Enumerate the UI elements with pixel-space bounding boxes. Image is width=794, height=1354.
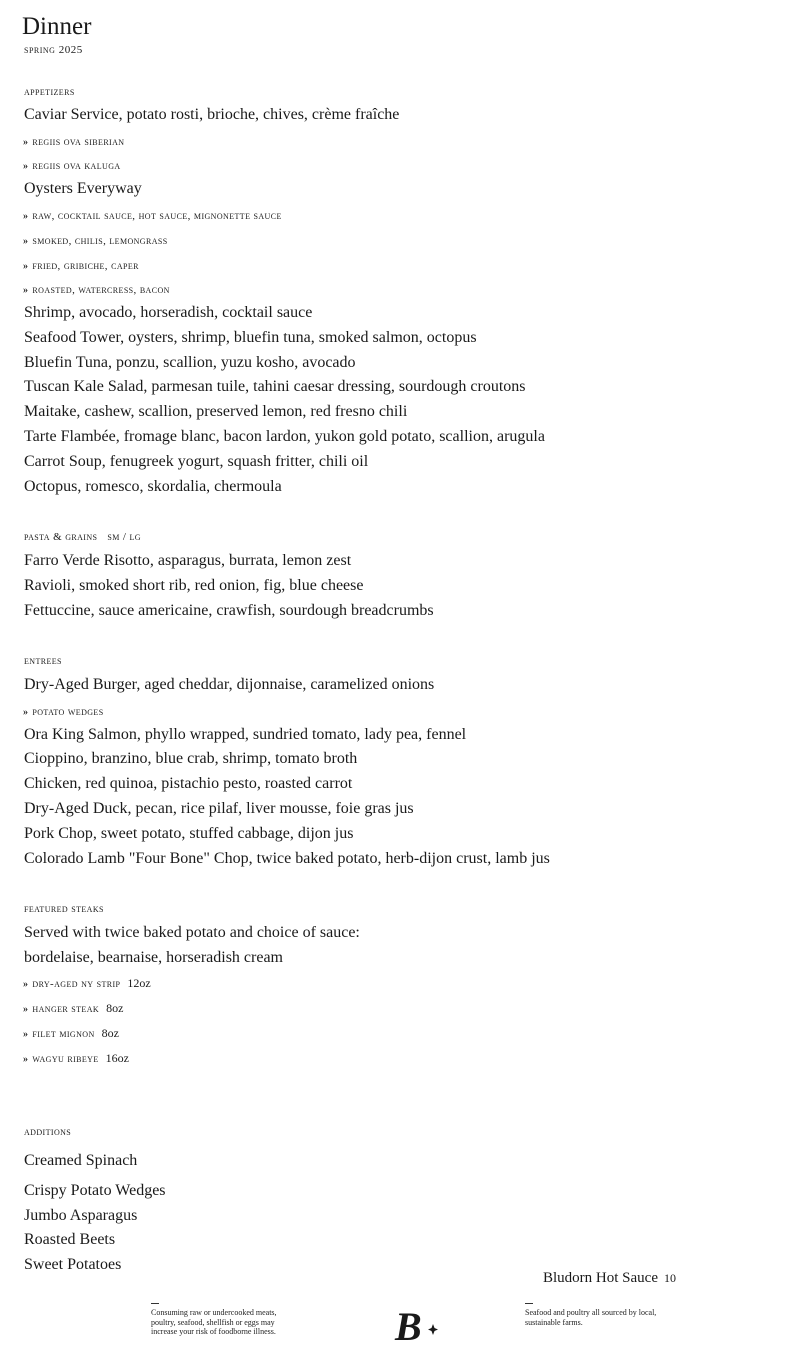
steak-cut: » wagyu ribeye 16oz	[23, 1051, 129, 1065]
chevron-icon: »	[23, 161, 29, 172]
addition-item: Roasted Beets	[24, 1231, 116, 1248]
chevron-icon: »	[23, 1004, 29, 1015]
divider	[151, 1303, 159, 1304]
menu-option: » smoked, chilis, lemongrass	[23, 235, 168, 247]
menu-item: Tarte Flambée, fromage blanc, bacon lardon, yukon gold potato, scallion, arugula	[24, 428, 545, 445]
chevron-icon: »	[23, 1029, 29, 1040]
menu-item: Colorado Lamb "Four Bone" Chop, twice baked potato, herb-dijon crust, lamb jus	[24, 850, 550, 867]
menu-item: Ora King Salmon, phyllo wrapped, sundried tomato, lady pea, fennel	[24, 726, 467, 743]
chevron-icon: »	[23, 236, 29, 247]
menu-item: Farro Verde Risotto, asparagus, burrata, lemon zest	[24, 552, 352, 569]
menu-title: Dinner	[22, 13, 92, 40]
steak-cut: » hanger steak 8oz	[23, 1001, 124, 1015]
divider	[525, 1303, 533, 1304]
addition-item: Creamed Spinach	[24, 1152, 138, 1169]
entrees-heading: entrees	[24, 655, 62, 667]
menu-item: Ravioli, smoked short rib, red onion, fig, blue cheese	[24, 577, 364, 594]
steaks-intro: Served with twice baked potato and choice of sauce:	[24, 924, 360, 941]
chevron-icon: »	[23, 979, 29, 990]
addition-item: Jumbo Asparagus	[24, 1207, 138, 1224]
steaks-heading: featured steaks	[24, 903, 104, 915]
menu-item: Dry-Aged Burger, aged cheddar, dijonnaise, caramelized onions	[24, 676, 435, 693]
menu-item: Maitake, cashew, scallion, preserved lemon, red fresno chili	[24, 403, 408, 420]
menu-item: Seafood Tower, oysters, shrimp, bluefin tuna, smoked salmon, octopus	[24, 329, 477, 346]
menu-option: » raw, cocktail sauce, hot sauce, mignonette sauce	[23, 210, 282, 222]
menu-item: Dry-Aged Duck, pecan, rice pilaf, liver mousse, foie gras jus	[24, 800, 414, 817]
menu-item: Bluefin Tuna, ponzu, scallion, yuzu kosho, avocado	[24, 354, 356, 371]
steak-cut: » dry-aged ny strip 12oz	[23, 976, 151, 990]
chevron-icon: »	[23, 211, 29, 222]
chevron-icon: »	[23, 261, 29, 272]
menu-item: Carrot Soup, fenugreek yogurt, squash fritter, chili oil	[24, 453, 369, 470]
chevron-icon: »	[23, 707, 29, 718]
bludorn-logo-icon	[393, 1304, 443, 1346]
steaks-sauces: bordelaise, bearnaise, horseradish cream	[24, 949, 283, 966]
menu-option: » regiis ova kaluga	[23, 160, 121, 172]
menu-item: Octopus, romesco, skordalia, chermoula	[24, 478, 282, 495]
pasta-heading: pasta & grains sm / lg	[24, 531, 141, 543]
hot-sauce-price: 10	[663, 1271, 676, 1285]
menu-item: Shrimp, avocado, horseradish, cocktail sauce	[24, 304, 313, 321]
addition-item: Crispy Potato Wedges	[24, 1182, 166, 1199]
menu-season: spring 2025	[24, 44, 83, 56]
addition-item: Sweet Potatoes	[24, 1256, 122, 1273]
menu-option: » fried, gribiche, caper	[23, 260, 139, 272]
food-safety-warning: Consuming raw or undercooked meats, poultry, seafood, shellfish or eggs may increase your risk of foodborne illness.	[151, 1303, 277, 1337]
appetizers-heading: appetizers	[24, 86, 75, 98]
chevron-icon: »	[23, 1054, 29, 1065]
menu-item: Caviar Service, potato rosti, brioche, chives, crème fraîche	[24, 106, 400, 123]
menu-option: » roasted, watercress, bacon	[23, 284, 170, 296]
menu-item: Fettuccine, sauce americaine, crawfish, sourdough breadcrumbs	[24, 602, 434, 619]
additions-heading: additions	[24, 1126, 72, 1138]
menu-option: » potato wedges	[23, 706, 104, 718]
menu-option: » regiis ova siberian	[23, 136, 125, 148]
menu-item: Oysters Everyway	[24, 180, 142, 197]
steak-cut: » filet mignon 8oz	[23, 1026, 119, 1040]
chevron-icon: »	[23, 285, 29, 296]
sourcing-note: Seafood and poultry all sourced by local, sustainable farms.	[525, 1303, 656, 1327]
menu-item: Pork Chop, sweet potato, stuffed cabbage, dijon jus	[24, 825, 354, 842]
hot-sauce-item: Bludorn Hot Sauce 10	[543, 1270, 676, 1286]
chevron-icon: »	[23, 137, 29, 148]
menu-item: Tuscan Kale Salad, parmesan tuile, tahini caesar dressing, sourdough croutons	[24, 378, 526, 395]
size-label: sm / lg	[107, 531, 141, 543]
menu-item: Cioppino, branzino, blue crab, shrimp, tomato broth	[24, 750, 358, 767]
menu-item: Chicken, red quinoa, pistachio pesto, roasted carrot	[24, 775, 353, 792]
svg-text:B: B	[395, 1304, 422, 1346]
